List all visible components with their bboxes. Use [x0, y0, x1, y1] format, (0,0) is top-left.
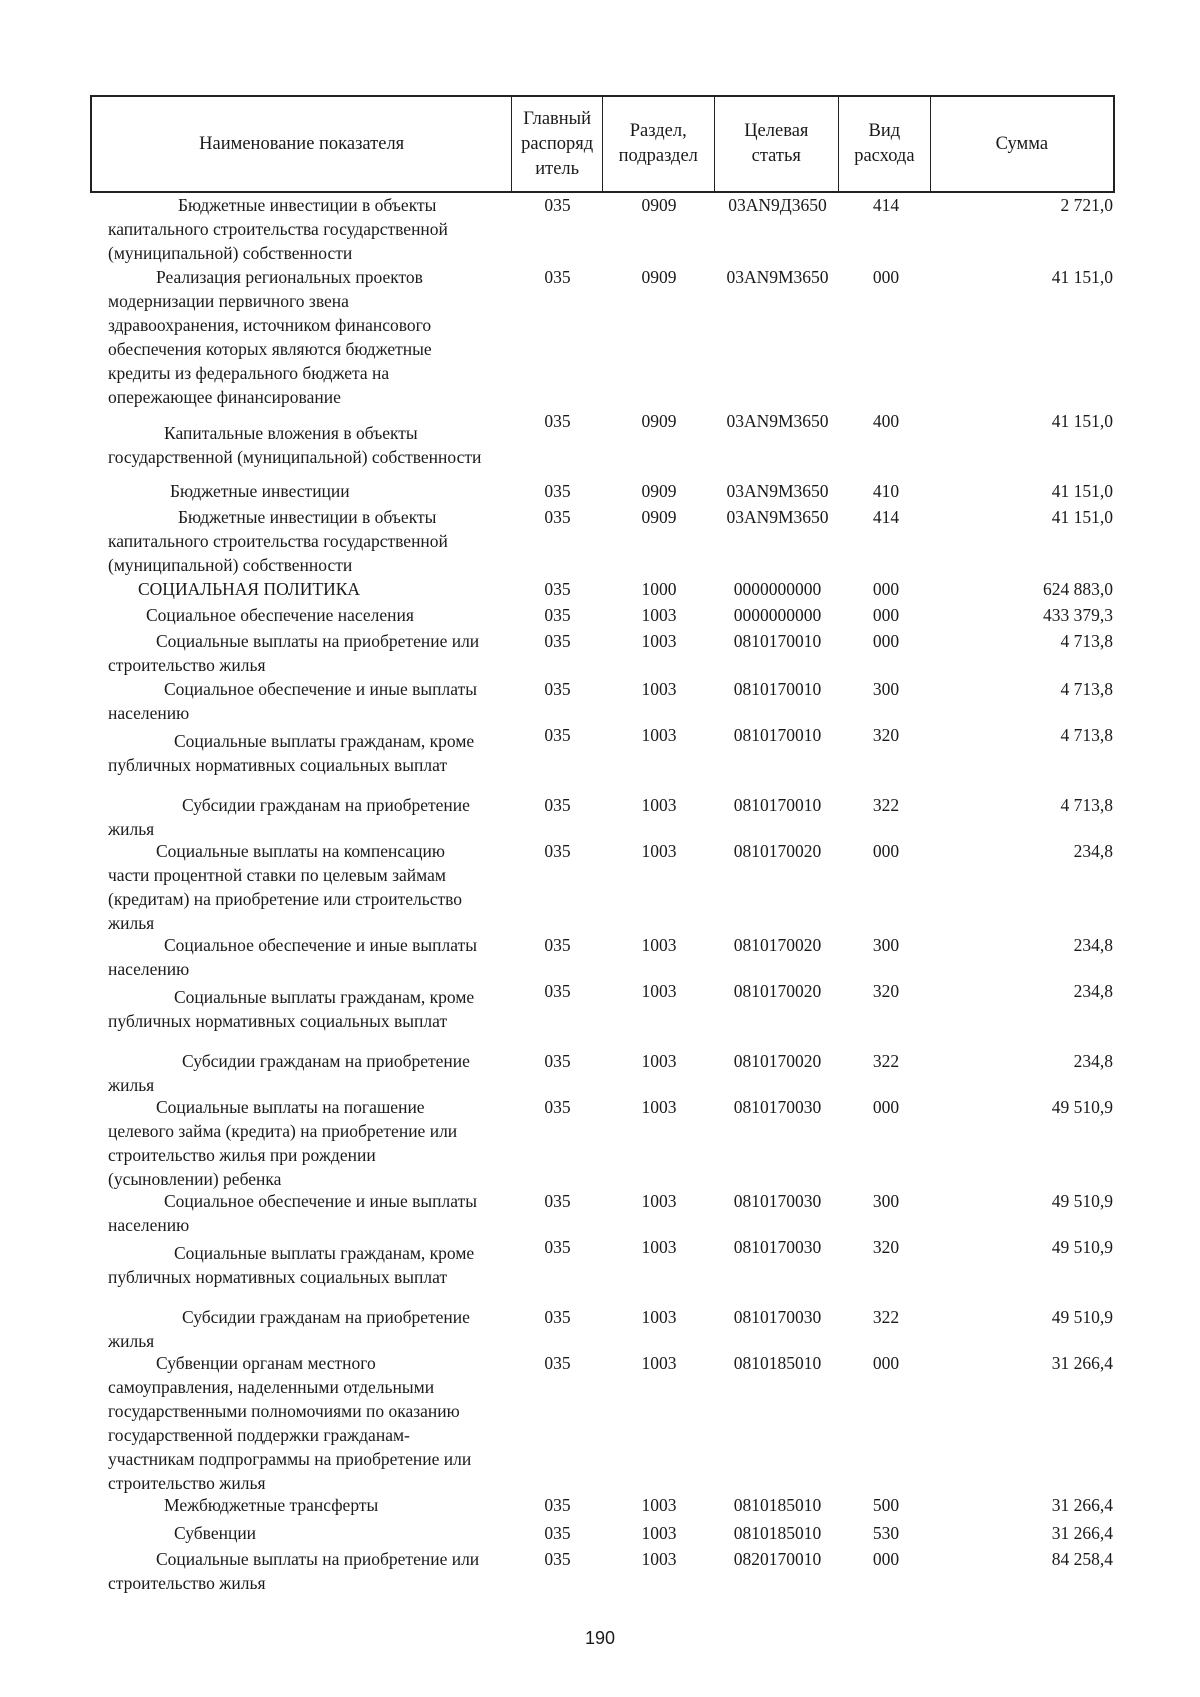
row-glav: 035	[544, 1191, 571, 1211]
row-razdel: 1003	[641, 1549, 677, 1569]
table-row	[90, 577, 1115, 603]
table-row	[90, 603, 1115, 629]
row-vid: 320	[872, 725, 900, 745]
row-summa: 49 510,9	[1051, 1097, 1113, 1117]
row-name	[90, 1493, 512, 1517]
table-header	[90, 95, 1115, 193]
row-vid: 414	[872, 507, 900, 527]
row-name-line: Субсидии гражданам на приобретение	[182, 1307, 470, 1327]
row-vid: 530	[872, 1523, 900, 1543]
row-name-line: части процентной ставки по целевым займам	[108, 865, 446, 885]
row-summa: 41 151,0	[1051, 267, 1113, 287]
row-name	[90, 723, 512, 777]
row-vid: 410	[872, 481, 900, 501]
row-name	[90, 1095, 512, 1191]
row-name-line: капитального строительства государственной	[108, 219, 448, 239]
row-summa: 31 266,4	[1051, 1523, 1113, 1543]
row-razdel: 0909	[641, 411, 677, 431]
row-name	[90, 1189, 512, 1237]
row-celevaya: 0810185010	[733, 1353, 822, 1373]
row-vid: 300	[872, 1191, 900, 1211]
row-name	[90, 1235, 512, 1289]
row-name-line: участникам подпрограммы на приобретение или	[108, 1449, 472, 1469]
row-glav: 035	[544, 605, 571, 625]
row-name-line: СОЦИАЛЬНАЯ ПОЛИТИКА	[138, 579, 361, 599]
row-name-line: Социальные выплаты на приобретение или	[156, 1549, 480, 1569]
row-vid: 000	[872, 841, 900, 861]
row-vid: 000	[872, 1353, 900, 1373]
row-celevaya: 0810185010	[733, 1523, 822, 1543]
row-summa: 31 266,4	[1051, 1353, 1113, 1373]
row-razdel: 0909	[641, 267, 677, 287]
row-celevaya: 0810170030	[733, 1191, 822, 1211]
row-summa: 49 510,9	[1051, 1237, 1113, 1257]
row-name	[90, 505, 512, 577]
row-glav: 035	[544, 507, 571, 527]
row-vid: 000	[872, 1549, 900, 1569]
row-vid: 320	[872, 1237, 900, 1257]
table-row	[90, 479, 1115, 505]
row-name-line: Субсидии гражданам на приобретение	[182, 1051, 470, 1071]
row-vid: 300	[872, 935, 900, 955]
row-glav: 035	[544, 631, 571, 651]
row-summa: 234,8	[1073, 935, 1113, 955]
row-celevaya: 03АN9Д3650	[728, 195, 827, 215]
row-celevaya: 0810170020	[733, 935, 822, 955]
row-name-line: Социальные выплаты гражданам, кроме	[174, 987, 475, 1007]
row-name	[90, 1351, 512, 1495]
row-name-line: Социальное обеспечение и иные выплаты	[164, 1191, 478, 1211]
table-row	[90, 1521, 1115, 1547]
row-name-line: Социальные выплаты на погашение	[156, 1097, 425, 1117]
header-summa: Сумма	[995, 133, 1049, 154]
table-row	[90, 409, 1115, 479]
row-name-line: публичных нормативных социальных выплат	[108, 755, 448, 775]
row-name	[90, 1305, 512, 1353]
row-glav: 035	[544, 1051, 571, 1071]
row-razdel: 1003	[641, 1307, 677, 1327]
row-glav: 035	[544, 195, 571, 215]
row-summa: 84 258,4	[1051, 1549, 1113, 1569]
table-body	[90, 193, 1115, 1595]
row-name-line: населению	[108, 703, 190, 723]
row-summa: 4 713,8	[1060, 679, 1113, 699]
row-celevaya: 0000000000	[733, 605, 822, 625]
row-name-line: Социальные выплаты на приобретение или	[156, 631, 480, 651]
row-vid: 322	[872, 795, 900, 815]
row-glav: 035	[544, 411, 571, 431]
row-celevaya: 0810185010	[733, 1495, 822, 1515]
row-celevaya: 0810170030	[733, 1307, 822, 1327]
row-razdel: 1003	[641, 725, 677, 745]
row-razdel: 1003	[641, 1523, 677, 1543]
row-summa: 2 721,0	[1060, 195, 1113, 215]
row-celevaya: 0810170010	[733, 679, 822, 699]
row-razdel: 1003	[641, 1097, 677, 1117]
row-name-line: Субвенции	[174, 1523, 257, 1543]
table-row	[90, 1351, 1115, 1493]
row-vid: 322	[872, 1307, 900, 1327]
row-name-line: жилья	[108, 1331, 155, 1351]
row-celevaya: 03АN9М3650	[726, 411, 829, 431]
row-name-line: кредиты из федерального бюджета на	[108, 363, 390, 383]
row-name	[90, 1521, 512, 1545]
row-name-line: опережающее финансирование	[108, 387, 341, 407]
row-name-line: самоуправления, наделенными отдельными	[108, 1377, 435, 1397]
row-name-line: (усыновлении) ребенка	[108, 1169, 282, 1189]
row-name-line: Социальные выплаты гражданам, кроме	[174, 731, 475, 751]
row-name-line: Субвенции органам местного	[156, 1353, 376, 1373]
row-razdel: 1003	[641, 981, 677, 1001]
table-row	[90, 1095, 1115, 1189]
row-summa: 41 151,0	[1051, 411, 1113, 431]
row-name	[90, 1049, 512, 1097]
row-name-line: Бюджетные инвестиции в объекты	[178, 195, 437, 215]
row-glav: 035	[544, 1523, 571, 1543]
row-celevaya: 0810170020	[733, 981, 822, 1001]
page-number: 190	[584, 1628, 616, 1648]
row-celevaya: 0810170020	[733, 841, 822, 861]
row-vid: 414	[872, 195, 900, 215]
row-name	[90, 577, 512, 601]
row-summa: 49 510,9	[1051, 1307, 1113, 1327]
row-razdel: 0909	[641, 195, 677, 215]
row-name-line: жилья	[108, 819, 155, 839]
row-name-line: строительство жилья	[108, 655, 266, 675]
row-celevaya: 0810170030	[733, 1237, 822, 1257]
row-vid: 000	[872, 631, 900, 651]
row-name-line: Реализация региональных проектов	[156, 267, 423, 287]
row-vid: 000	[872, 267, 900, 287]
row-glav: 035	[544, 481, 571, 501]
row-name	[90, 933, 512, 981]
row-razdel: 1003	[641, 1237, 677, 1257]
row-name-line: Бюджетные инвестиции	[170, 481, 350, 501]
row-glav: 035	[544, 1495, 571, 1515]
row-name-line: государственной (муниципальной) собственности	[108, 447, 482, 467]
row-name-line: (муниципальной) собственности	[108, 555, 353, 575]
row-vid: 322	[872, 1051, 900, 1071]
row-celevaya: 0810170010	[733, 725, 822, 745]
header-glav: Главный распоряд итель	[512, 97, 603, 191]
row-vid: 300	[872, 679, 900, 699]
row-name	[90, 839, 512, 935]
row-name-line: Субсидии гражданам на приобретение	[182, 795, 470, 815]
header-razdel: Раздел, подраздел	[603, 97, 715, 191]
row-name	[90, 979, 512, 1033]
table-row	[90, 1547, 1115, 1595]
row-celevaya: 0820170010	[733, 1549, 822, 1569]
row-vid: 000	[872, 579, 900, 599]
row-vid: 500	[872, 1495, 900, 1515]
row-razdel: 0909	[641, 481, 677, 501]
row-celevaya: 0810170030	[733, 1097, 822, 1117]
row-summa: 41 151,0	[1051, 481, 1113, 501]
row-summa: 49 510,9	[1051, 1191, 1113, 1211]
row-name-line: населению	[108, 1215, 190, 1235]
row-name-line: строительство жилья	[108, 1473, 266, 1493]
table-row	[90, 1235, 1115, 1305]
row-summa: 433 379,3	[1043, 605, 1113, 625]
row-razdel: 1003	[641, 1353, 677, 1373]
table-row	[90, 723, 1115, 793]
row-name	[90, 265, 512, 409]
table-row	[90, 1305, 1115, 1351]
row-celevaya: 03АN9М3650	[726, 507, 829, 527]
row-celevaya: 0810170010	[733, 795, 822, 815]
table-row	[90, 1189, 1115, 1235]
table-row	[90, 793, 1115, 839]
row-name	[90, 629, 512, 677]
row-summa: 624 883,0	[1043, 579, 1113, 599]
row-name	[90, 479, 512, 503]
row-summa: 41 151,0	[1051, 507, 1113, 527]
row-glav: 035	[544, 981, 571, 1001]
row-razdel: 1003	[641, 935, 677, 955]
table-row	[90, 677, 1115, 723]
row-name	[90, 677, 512, 725]
row-name-line: жилья	[108, 913, 155, 933]
row-razdel: 1003	[641, 1051, 677, 1071]
row-celevaya: 0810170020	[733, 1051, 822, 1071]
row-glav: 035	[544, 267, 571, 287]
row-celevaya: 03АN9М3650	[726, 267, 829, 287]
row-name-line: населению	[108, 959, 190, 979]
row-name-line: жилья	[108, 1075, 155, 1095]
row-name-line: Социальное обеспечение населения	[146, 605, 414, 625]
row-name-line: модернизации первичного звена	[108, 291, 349, 311]
row-name	[90, 1547, 512, 1595]
row-name-line: Капитальные вложения в объекты	[164, 423, 418, 443]
table-row	[90, 265, 1115, 409]
row-glav: 035	[544, 1237, 571, 1257]
row-name	[90, 603, 512, 627]
table-row	[90, 1049, 1115, 1095]
row-vid: 400	[872, 411, 900, 431]
table-row	[90, 1493, 1115, 1521]
row-razdel: 1000	[641, 579, 677, 599]
row-razdel: 1003	[641, 631, 677, 651]
row-name-line: Социальное обеспечение и иные выплаты	[164, 679, 478, 699]
row-glav: 035	[544, 1549, 571, 1569]
row-celevaya: 03АN9М3650	[726, 481, 829, 501]
table-row	[90, 629, 1115, 677]
table-row	[90, 933, 1115, 979]
row-name-line: государственной поддержки гражданам-	[108, 1425, 410, 1445]
row-glav: 035	[544, 1353, 571, 1373]
row-razdel: 1003	[641, 679, 677, 699]
row-summa: 234,8	[1073, 981, 1113, 1001]
table-row	[90, 979, 1115, 1049]
header-celevaya: Целевая статья	[715, 97, 840, 191]
row-vid: 000	[872, 605, 900, 625]
row-name-line: Бюджетные инвестиции в объекты	[178, 507, 437, 527]
row-summa: 31 266,4	[1051, 1495, 1113, 1515]
row-razdel: 1003	[641, 841, 677, 861]
table-row	[90, 505, 1115, 577]
row-name-line: здравоохранения, источником финансового	[108, 315, 432, 335]
row-name-line: строительство жилья	[108, 1573, 266, 1593]
row-name	[90, 793, 512, 841]
row-name-line: публичных нормативных социальных выплат	[108, 1011, 448, 1031]
row-razdel: 1003	[641, 795, 677, 815]
row-razdel: 1003	[641, 605, 677, 625]
row-name-line: публичных нормативных социальных выплат	[108, 1267, 448, 1287]
header-name: Наименование показателя	[92, 97, 512, 191]
table-row	[90, 193, 1115, 265]
row-razdel: 1003	[641, 1495, 677, 1515]
row-glav: 035	[544, 725, 571, 745]
row-name	[90, 409, 512, 469]
row-glav: 035	[544, 795, 571, 815]
row-summa: 4 713,8	[1060, 725, 1113, 745]
row-name-line: капитального строительства государственной	[108, 531, 448, 551]
row-summa: 4 713,8	[1060, 795, 1113, 815]
row-name-line: Социальное обеспечение и иные выплаты	[164, 935, 478, 955]
row-name-line: (муниципальной) собственности	[108, 243, 353, 263]
row-name-line: Социальные выплаты гражданам, кроме	[174, 1243, 475, 1263]
row-celevaya: 0810170010	[733, 631, 822, 651]
row-razdel: 0909	[641, 507, 677, 527]
row-summa: 4 713,8	[1060, 631, 1113, 651]
row-name	[90, 193, 512, 265]
row-name-line: целевого займа (кредита) на приобретение или	[108, 1121, 458, 1141]
row-vid: 000	[872, 1097, 900, 1117]
row-name-line: обеспечения которых являются бюджетные	[108, 339, 432, 359]
row-vid: 320	[872, 981, 900, 1001]
row-glav: 035	[544, 679, 571, 699]
row-name-line: Межбюджетные трансферты	[164, 1495, 379, 1515]
row-glav: 035	[544, 1097, 571, 1117]
row-name-line: (кредитам) на приобретение или строительство	[108, 889, 463, 909]
header-vid: Вид расхода	[839, 97, 931, 191]
row-glav: 035	[544, 579, 571, 599]
table-row	[90, 839, 1115, 933]
row-glav: 035	[544, 841, 571, 861]
row-glav: 035	[544, 1307, 571, 1327]
row-name-line: строительство жилья при рождении	[108, 1145, 376, 1165]
row-summa: 234,8	[1073, 1051, 1113, 1071]
row-glav: 035	[544, 935, 571, 955]
row-name-line: Социальные выплаты на компенсацию	[156, 841, 445, 861]
row-celevaya: 0000000000	[733, 579, 822, 599]
row-razdel: 1003	[641, 1191, 677, 1211]
row-summa: 234,8	[1073, 841, 1113, 861]
row-name-line: государственными полномочиями по оказанию	[108, 1401, 460, 1421]
